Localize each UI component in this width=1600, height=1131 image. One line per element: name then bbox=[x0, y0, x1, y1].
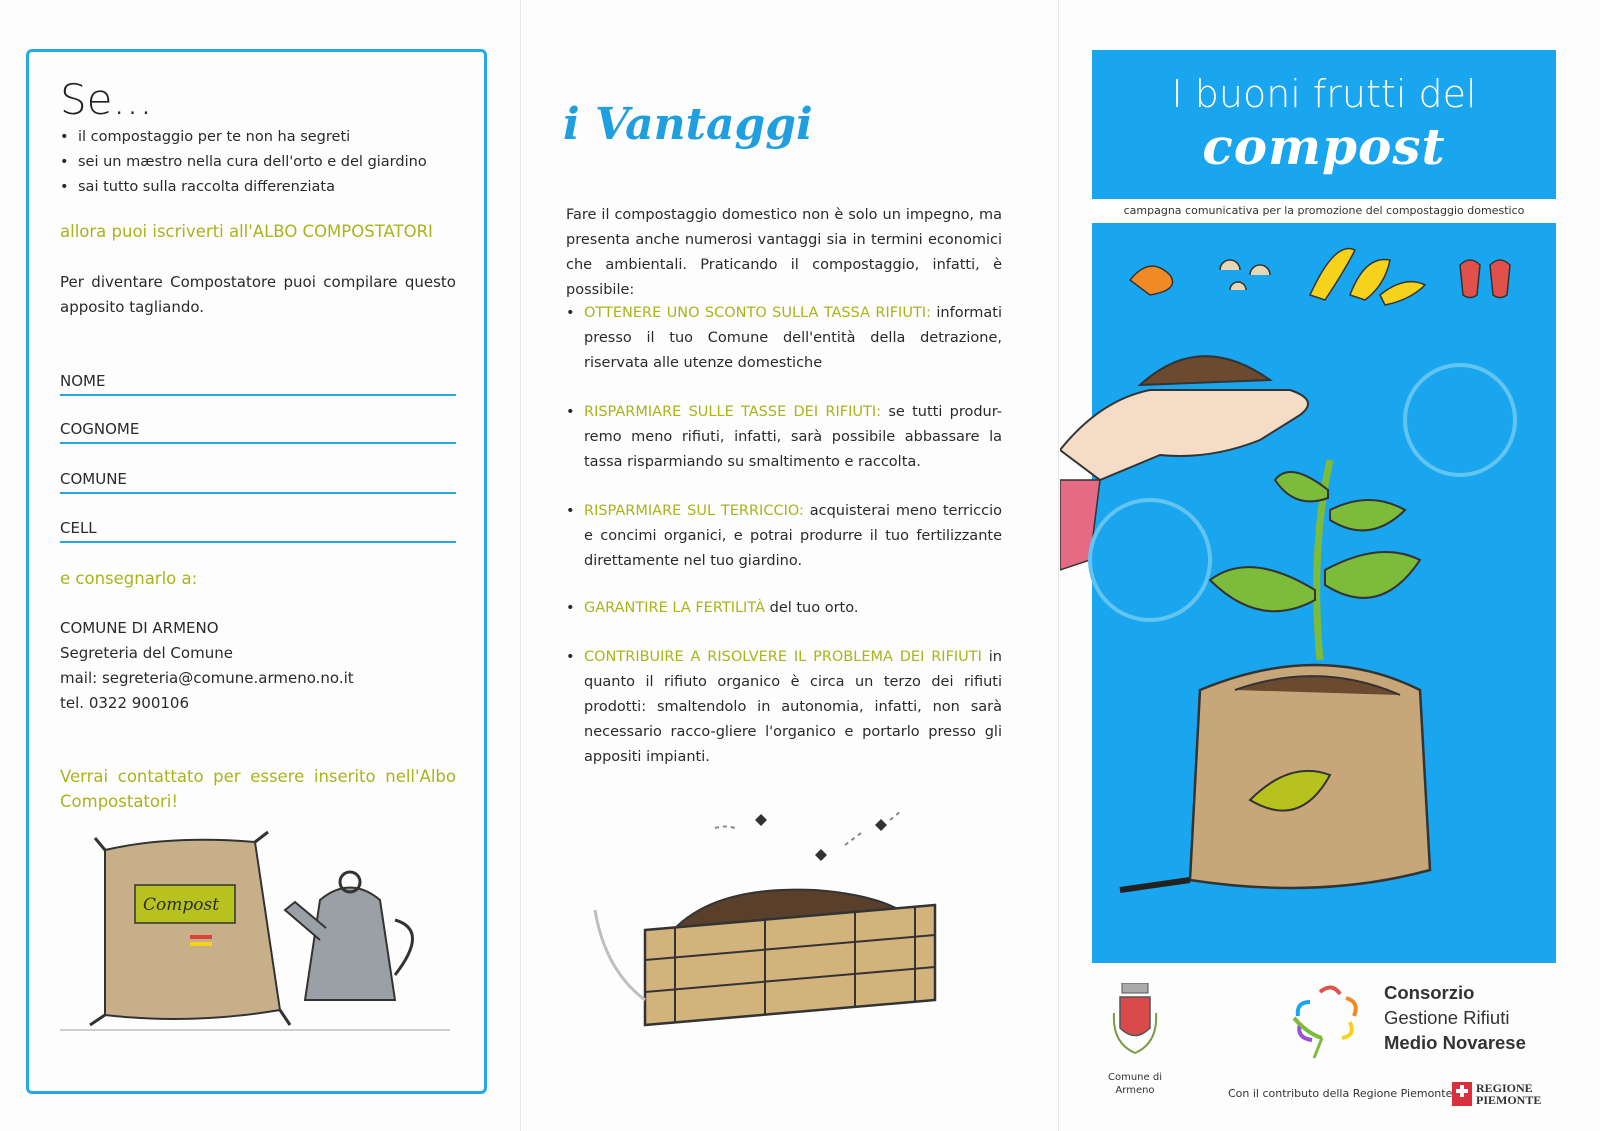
regione-line: PIEMONTE bbox=[1476, 1093, 1542, 1107]
advantage-head: RISPARMIARE SULLE TASSE DEI RIFIUTI: bbox=[584, 404, 882, 420]
cover-title-line2: compost bbox=[1202, 117, 1446, 176]
address-block bbox=[60, 616, 354, 716]
advantage-text: del tuo orto. bbox=[769, 600, 859, 616]
comune-crest-icon bbox=[1112, 983, 1158, 1058]
vantaggi-title: i Vantaggi bbox=[563, 99, 813, 150]
advantage-text: acquisterai meno terriccio e concimi organici, e potrai produrre il tuo fertilizzante direttamente nel tuo giardino. bbox=[584, 503, 1003, 569]
advantage-text: se tutti produr-remo meno rifiuti, infatti, sarà possibile abbassare la tassa risparmiando su smaltimento e raccolta. bbox=[584, 404, 1003, 470]
field-nome[interactable]: NOME bbox=[60, 372, 456, 396]
contribution-text: Con il contributo della Regione Piemonte bbox=[1228, 1087, 1453, 1100]
bullet-dot: • bbox=[566, 649, 575, 665]
advantage-text: informati presso il tuo Comune dell'entità della detrazione, riservata alle utenze domestiche bbox=[584, 305, 1003, 371]
comune-caption-line: Armeno bbox=[1115, 1085, 1155, 1096]
advantage-head: OTTENERE UNO SCONTO SULLA TASSA RIFIUTI: bbox=[584, 305, 931, 321]
address-line: COMUNE DI ARMENO bbox=[60, 619, 219, 637]
cover-subtitle: campagna comunicativa per la promozione del compostaggio domestico bbox=[1092, 199, 1556, 223]
bullet-dot: • bbox=[566, 503, 575, 519]
consorzio-flower-logo bbox=[1270, 980, 1380, 1060]
bullet-dot: • bbox=[566, 305, 575, 321]
advantage-item bbox=[566, 301, 1002, 376]
advantage-item bbox=[566, 499, 1002, 574]
advantage-head: GARANTIRE LA FERTILITÀ bbox=[584, 600, 765, 616]
advantage-head: RISPARMIARE SUL TERRICCIO: bbox=[584, 503, 804, 519]
consorzio-line: Medio Novarese bbox=[1384, 1032, 1526, 1053]
bullet-dot: • bbox=[566, 600, 575, 616]
comune-caption bbox=[1100, 1071, 1170, 1097]
address-phone: tel. 0322 900106 bbox=[60, 694, 190, 712]
bullet-dot: • bbox=[566, 404, 575, 420]
regione-line: REGIONE bbox=[1476, 1081, 1533, 1095]
field-cell[interactable]: CELL bbox=[60, 519, 456, 543]
form-intro: Per diventare Compostatore puoi compilare questo apposito tagliando. bbox=[60, 273, 456, 316]
bullet-item: • il compostaggio per te non ha segreti bbox=[60, 125, 460, 150]
regione-flag-icon bbox=[1452, 1082, 1472, 1106]
deliver-heading: e consegnarlo a: bbox=[60, 569, 198, 588]
fold-line bbox=[1058, 0, 1059, 1131]
advantage-item bbox=[566, 596, 1002, 621]
advantage-head: CONTRIBUIRE A RISOLVERE IL PROBLEMA DEI RIFIUTI bbox=[584, 649, 982, 665]
closing-text: Verrai contattato per essere inserito nell'Albo Compostatori! bbox=[60, 767, 456, 811]
bullet-item: • sai tutto sulla raccolta differenziata bbox=[60, 175, 460, 200]
consorzio-line: Gestione Rifiuti bbox=[1384, 1007, 1510, 1028]
bullet-item: • sei un mæstro nella cura dell'orto e del giardino bbox=[60, 150, 460, 175]
field-cognome[interactable]: COGNOME bbox=[60, 420, 456, 444]
advantage-item bbox=[566, 645, 1002, 770]
cross-icon bbox=[1456, 1089, 1468, 1093]
albo-heading: allora puoi iscriverti all'ALBO COMPOSTATORI bbox=[60, 222, 433, 241]
comune-caption-line: Comune di bbox=[1108, 1072, 1162, 1083]
bullet-list bbox=[60, 125, 460, 200]
regione-name bbox=[1476, 1082, 1541, 1106]
fold-line bbox=[520, 0, 521, 1131]
consorzio-line: Consorzio bbox=[1384, 982, 1475, 1003]
plant-in-sack-illustration bbox=[1060, 330, 1556, 960]
left-title: Se... bbox=[60, 75, 153, 124]
compost-bag-illustration bbox=[50, 830, 460, 1060]
advantage-item bbox=[566, 400, 1002, 475]
vantaggi-intro: Fare il compostaggio domestico non è solo un impegno, ma presenta anche numerosi vantaggi sia in termini economici che ambientali. Praticando il compostaggio, infatti, è possibile: bbox=[566, 207, 1002, 298]
field-comune[interactable]: COMUNE bbox=[60, 470, 456, 494]
address-line: Segreteria del Comune bbox=[60, 644, 233, 662]
bag-label: Compost bbox=[143, 895, 220, 915]
compost-crate-illustration bbox=[585, 800, 965, 1050]
food-scraps-illustration bbox=[1120, 240, 1530, 310]
cover-title-line1: I buoni frutti del bbox=[1171, 72, 1477, 116]
consorzio-name bbox=[1384, 980, 1526, 1055]
advantage-text: in quanto il rifiuto organico è circa un terzo dei rifiuti prodotti: smaltendolo in autonomia, infatti, non sarà necessario racco-gliere l'organico e portarlo presso gli appositi impianti. bbox=[584, 649, 1002, 765]
address-email: mail: segreteria@comune.armeno.no.it bbox=[60, 669, 354, 687]
